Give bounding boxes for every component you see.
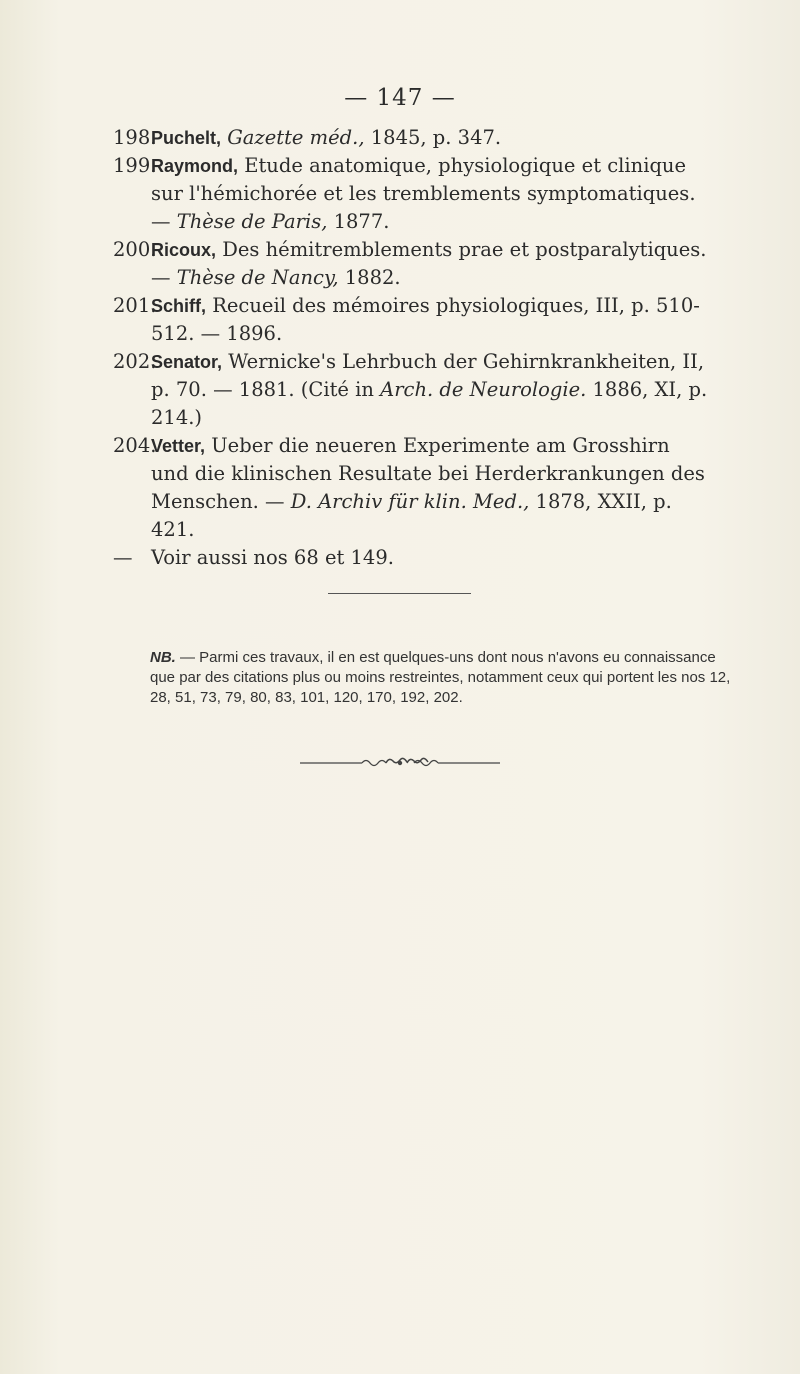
entry-detail: Wernicke's Lehrbuch der Gehirnkrankheiten, II, p. 70. — 1881. (Cité in: [151, 350, 705, 401]
entry-detail: 1877.: [327, 210, 390, 233]
entry-detail: 1878, XXII, p. 421.: [151, 490, 672, 541]
entry-number: 200.: [113, 238, 157, 261]
entry-detail: Recueil des mémoires physiologiques, III, p. 510-512. — 1896.: [151, 294, 700, 345]
end-ornament-icon: [300, 756, 500, 770]
entry-text: [151, 434, 705, 541]
entry-source-title: Thèse de Nancy,: [176, 266, 339, 289]
entry-author: Raymond,: [151, 156, 239, 176]
footnote: [150, 648, 740, 708]
entry-number: 202.: [113, 350, 157, 373]
bibliography-entry: [113, 544, 713, 572]
bibliography-list: [113, 124, 713, 572]
entry-author: Vetter,: [151, 436, 206, 456]
bibliography-entry: [113, 152, 713, 236]
footnote-text: — Parmi ces travaux, il en est quelques-uns dont nous n'avons eu connaissance que par des citations plus ou moins restreintes, notamment ceux qui portent les nos 12, 28, 51, 73, 79, 80, 83, 101, 120, 170, 192, 202.: [150, 649, 731, 706]
bibliography-entry: [113, 432, 713, 544]
entry-author: Senator,: [151, 352, 223, 372]
entry-detail: 1845, p. 347.: [364, 126, 502, 149]
bibliography-entry: [113, 348, 713, 432]
entry-number: 201.: [113, 294, 157, 317]
entry-text: [151, 238, 706, 289]
entry-text: [151, 294, 700, 345]
footnote-label: NB.: [150, 649, 176, 666]
entry-detail: Ueber die neueren Experimente am Grosshirn und die klinischen Resultate bei Herderkrankungen des Menschen. —: [151, 434, 705, 513]
entry-detail: Des hémitremblements prae et postparalytiques. —: [151, 238, 707, 289]
entry-text: [151, 154, 696, 233]
bibliography-entry: [113, 236, 713, 292]
entry-source-title: D. Archiv für klin. Med.,: [290, 490, 530, 513]
bibliography-entry: [113, 124, 713, 152]
entry-number: 198.: [113, 126, 157, 149]
entry-author: Ricoux,: [151, 240, 217, 260]
entry-number: 199.: [113, 154, 157, 177]
page-number: — 147 —: [344, 85, 456, 111]
entry-source-title: Gazette méd.,: [227, 126, 365, 149]
entry-source-title: Arch. de Neurologie.: [380, 378, 587, 401]
entry-text: [151, 546, 394, 569]
entry-detail: 1882.: [338, 266, 401, 289]
entry-text: [151, 126, 501, 149]
bibliography-entry: [113, 292, 713, 348]
entry-text: [151, 350, 707, 429]
entry-number: 204.: [113, 434, 157, 457]
entry-author: Puchelt,: [151, 128, 222, 148]
entry-source-title: Thèse de Paris,: [176, 210, 328, 233]
entry-detail: 1886, XI, p. 214.): [151, 378, 708, 429]
section-divider: [328, 593, 471, 594]
entry-number: —: [113, 546, 133, 569]
entry-author: Schiff,: [151, 296, 207, 316]
entry-detail: Voir aussi nos 68 et 149.: [151, 546, 394, 569]
entry-detail: Etude anatomique, physiologique et clinique sur l'hémichorée et les tremblements symptomatiques. —: [151, 154, 696, 233]
